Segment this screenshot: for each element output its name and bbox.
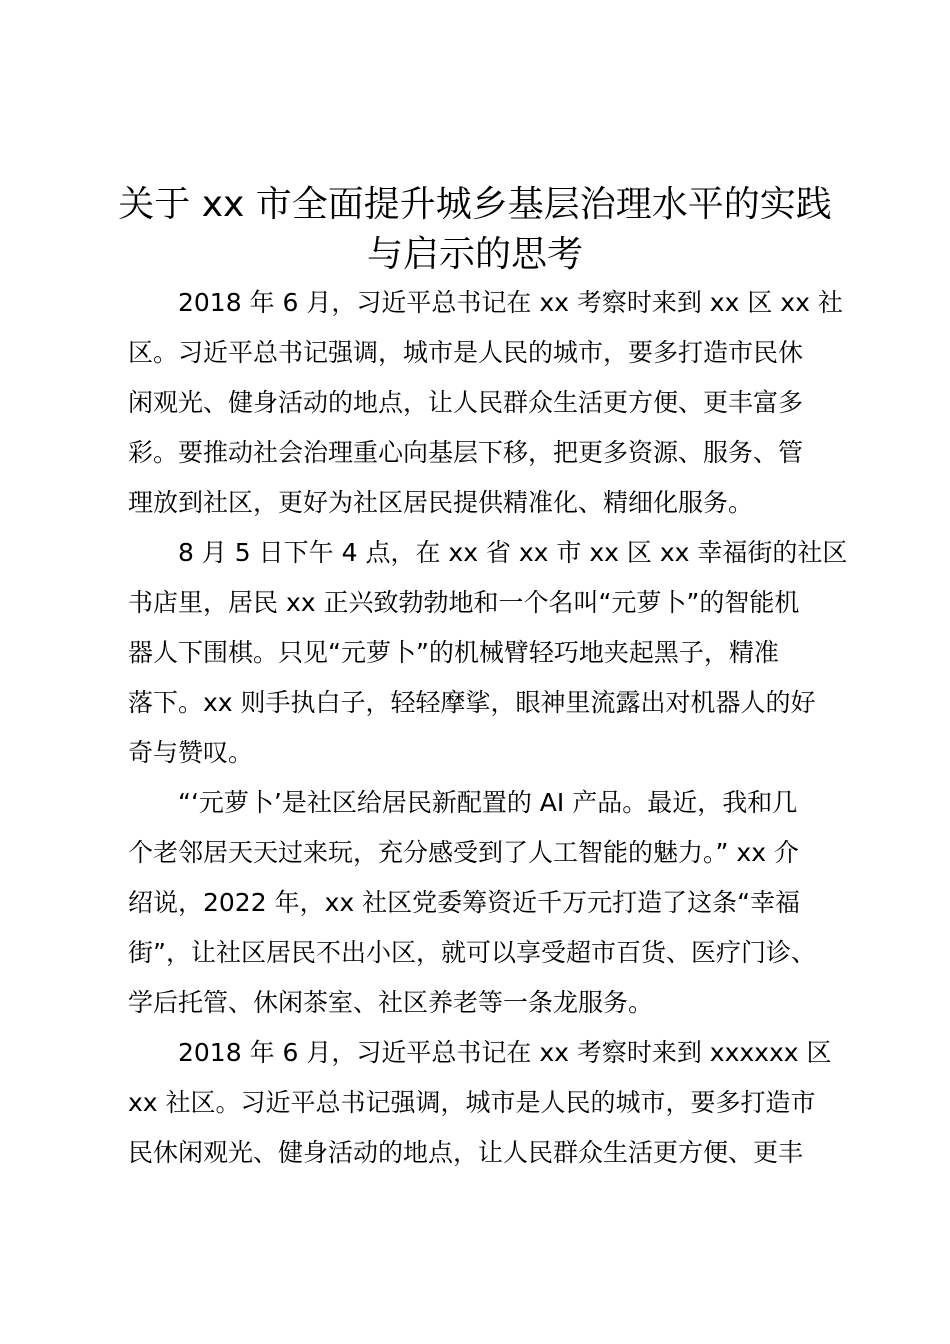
paragraph-2-line-4: 落下。xx 则手执白子，轻轻摩挲，眼神里流露出对机器人的好 <box>128 688 816 717</box>
paragraph-3-line-1: “‘元萝卜’是社区给居民新配置的 AI 产品。最近，我和几 <box>178 788 798 817</box>
paragraph-2-line-5: 奇与赞叹。 <box>128 738 254 767</box>
paragraph-4-line-3: 民休闲观光、健身活动的地点，让人民群众生活更方便、更丰 <box>128 1138 804 1167</box>
paragraph-1-line-1: 2018 年 6 月，习近平总书记在 xx 考察时来到 xx 区 xx 社 <box>178 288 843 317</box>
paragraph-2-line-3: 器人下围棋。只见“元萝卜”的机械臂轻巧地夹起黑子，精准 <box>128 638 779 667</box>
paragraph-1-line-2: 区。习近平总书记强调，城市是人民的城市，要多打造市民休 <box>128 338 804 367</box>
paragraph-4-line-1: 2018 年 6 月，习近平总书记在 xx 考察时来到 xxxxxx 区 <box>178 1038 832 1067</box>
document-title-line-1: 关于 xx 市全面提升城乡基层治理水平的实践 <box>118 184 832 225</box>
paragraph-4-line-2: xx 社区。习近平总书记强调，城市是人民的城市，要多打造市 <box>128 1088 816 1117</box>
paragraph-1-line-4: 彩。要推动社会治理重心向基层下移，把更多资源、服务、管 <box>128 438 804 467</box>
paragraph-1-line-3: 闲观光、健身活动的地点，让人民群众生活更方便、更丰富多 <box>128 388 804 417</box>
paragraph-3-line-3: 绍说，2022 年，xx 社区党委筹资近千万元打造了这条“幸福 <box>128 888 801 917</box>
paragraph-1-line-5: 理放到社区，更好为社区居民提供精准化、精细化服务。 <box>128 488 754 517</box>
paragraph-3-line-2: 个老邻居天天过来玩，充分感受到了人工智能的魅力。” xx 介 <box>128 838 799 867</box>
paragraph-2-line-1: 8 月 5 日下午 4 点，在 xx 省 xx 市 xx 区 xx 幸福街的社区 <box>178 538 848 567</box>
paragraph-3-line-5: 学后托管、休闲茶室、社区养老等一条龙服务。 <box>128 988 654 1017</box>
document-title-line-2: 与启示的思考 <box>366 234 583 275</box>
paragraph-2-line-2: 书店里，居民 xx 正兴致勃勃地和一个名叫“元萝卜”的智能机 <box>128 588 800 617</box>
paragraph-3-line-4: 街”，让社区居民不出小区，就可以享受超市百货、医疗门诊、 <box>128 938 816 967</box>
